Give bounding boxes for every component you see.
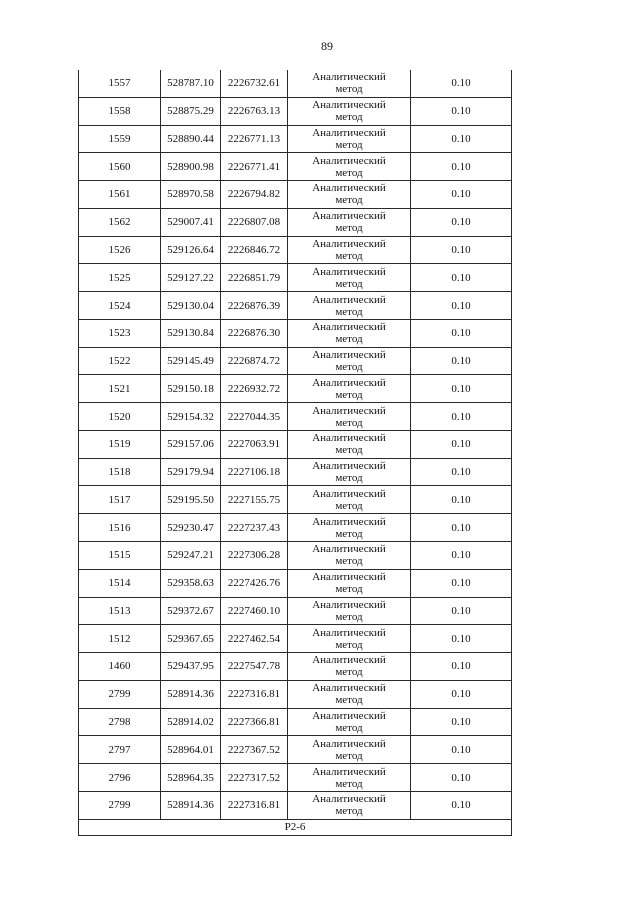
x-coordinate-cell: 529130.84 (161, 319, 221, 347)
method-line: метод (335, 805, 363, 818)
x-coordinate-cell: 529127.22 (161, 264, 221, 292)
table-row (79, 514, 512, 542)
x-coordinate-cell: 528890.44 (161, 125, 221, 153)
method-line: метод (335, 222, 363, 235)
x-coordinate-cell: 528914.36 (161, 680, 221, 708)
method-line: Аналитический (312, 126, 386, 139)
point-id-cell: 2799 (79, 680, 161, 708)
method-line: Аналитический (312, 154, 386, 167)
y-coordinate-cell: 2227460.10 (221, 597, 288, 625)
point-id-cell: 1526 (79, 236, 161, 264)
method-line: метод (335, 166, 363, 179)
accuracy-cell: 0.10 (411, 653, 512, 681)
method-line: Аналитический (312, 487, 386, 500)
table-row (79, 347, 512, 375)
method-cell (288, 458, 411, 486)
x-coordinate-cell: 529126.64 (161, 236, 221, 264)
point-id-cell: 1514 (79, 569, 161, 597)
y-coordinate-cell: 2227366.81 (221, 708, 288, 736)
method-line: Аналитический (312, 210, 386, 223)
y-coordinate-cell: 2226807.08 (221, 208, 288, 236)
method-cell (288, 625, 411, 653)
y-coordinate-cell: 2226874.72 (221, 347, 288, 375)
method-line: метод (335, 305, 363, 318)
accuracy-cell: 0.10 (411, 181, 512, 209)
method-line: метод (335, 721, 363, 734)
y-coordinate-cell: 2226771.41 (221, 153, 288, 181)
table-row (79, 653, 512, 681)
accuracy-cell: 0.10 (411, 791, 512, 819)
table-footer-row (79, 819, 512, 835)
table-row (79, 403, 512, 431)
accuracy-cell: 0.10 (411, 264, 512, 292)
y-coordinate-cell: 2227426.76 (221, 569, 288, 597)
x-coordinate-cell: 529157.06 (161, 430, 221, 458)
method-line: Аналитический (312, 237, 386, 250)
method-cell (288, 403, 411, 431)
table-row (79, 680, 512, 708)
y-coordinate-cell: 2227316.81 (221, 791, 288, 819)
table-row (79, 292, 512, 320)
method-line: метод (335, 249, 363, 262)
method-line: Аналитический (312, 737, 386, 750)
method-cell (288, 680, 411, 708)
table-row (79, 125, 512, 153)
x-coordinate-cell: 529150.18 (161, 375, 221, 403)
method-line: метод (335, 777, 363, 790)
method-cell (288, 597, 411, 625)
y-coordinate-cell: 2227044.35 (221, 403, 288, 431)
method-line: метод (335, 499, 363, 512)
accuracy-cell: 0.10 (411, 736, 512, 764)
method-line: Аналитический (312, 71, 386, 84)
accuracy-cell: 0.10 (411, 680, 512, 708)
y-coordinate-cell: 2227367.52 (221, 736, 288, 764)
table-row (79, 625, 512, 653)
table-row (79, 458, 512, 486)
method-cell (288, 764, 411, 792)
y-coordinate-cell: 2227462.54 (221, 625, 288, 653)
accuracy-cell: 0.10 (411, 375, 512, 403)
point-id-cell: 2796 (79, 764, 161, 792)
y-coordinate-cell: 2227547.78 (221, 653, 288, 681)
point-id-cell: 1521 (79, 375, 161, 403)
table-row (79, 736, 512, 764)
point-id-cell: 1516 (79, 514, 161, 542)
point-id-cell: 1520 (79, 403, 161, 431)
accuracy-cell: 0.10 (411, 153, 512, 181)
method-line: Аналитический (312, 99, 386, 112)
table-row (79, 208, 512, 236)
method-cell (288, 486, 411, 514)
method-cell (288, 236, 411, 264)
x-coordinate-cell: 528914.36 (161, 791, 221, 819)
method-cell (288, 430, 411, 458)
method-cell (288, 708, 411, 736)
method-line: Аналитический (312, 682, 386, 695)
table-row (79, 791, 512, 819)
point-id-cell: 1557 (79, 70, 161, 97)
point-id-cell: 1558 (79, 97, 161, 125)
point-id-cell: 1523 (79, 319, 161, 347)
method-line: Аналитический (312, 349, 386, 362)
table-row (79, 542, 512, 570)
point-id-cell: 2799 (79, 791, 161, 819)
point-id-cell: 1522 (79, 347, 161, 375)
method-cell (288, 569, 411, 597)
table-row (79, 708, 512, 736)
method-line: метод (335, 111, 363, 124)
x-coordinate-cell: 528964.01 (161, 736, 221, 764)
method-line: Аналитический (312, 182, 386, 195)
y-coordinate-cell: 2227155.75 (221, 486, 288, 514)
accuracy-cell: 0.10 (411, 97, 512, 125)
table-row (79, 319, 512, 347)
point-id-cell: 1524 (79, 292, 161, 320)
y-coordinate-cell: 2226846.72 (221, 236, 288, 264)
x-coordinate-cell: 528787.10 (161, 70, 221, 97)
point-id-cell: 2798 (79, 708, 161, 736)
method-cell (288, 542, 411, 570)
method-line: метод (335, 194, 363, 207)
method-line: метод (335, 83, 363, 96)
accuracy-cell: 0.10 (411, 764, 512, 792)
x-coordinate-cell: 529179.94 (161, 458, 221, 486)
y-coordinate-cell: 2226732.61 (221, 70, 288, 97)
accuracy-cell: 0.10 (411, 236, 512, 264)
method-cell (288, 153, 411, 181)
y-coordinate-cell: 2227237.43 (221, 514, 288, 542)
table-row (79, 264, 512, 292)
method-line: метод (335, 388, 363, 401)
method-line: метод (335, 583, 363, 596)
method-line: Аналитический (312, 709, 386, 722)
method-line: метод (335, 444, 363, 457)
x-coordinate-cell: 529372.67 (161, 597, 221, 625)
method-cell (288, 347, 411, 375)
y-coordinate-cell: 2226771.13 (221, 125, 288, 153)
y-coordinate-cell: 2226794.82 (221, 181, 288, 209)
accuracy-cell: 0.10 (411, 542, 512, 570)
method-cell (288, 181, 411, 209)
method-cell (288, 264, 411, 292)
accuracy-cell: 0.10 (411, 708, 512, 736)
point-id-cell: 1559 (79, 125, 161, 153)
table-row (79, 70, 512, 97)
point-id-cell: 1560 (79, 153, 161, 181)
point-id-cell: 1561 (79, 181, 161, 209)
point-id-cell: 2797 (79, 736, 161, 764)
accuracy-cell: 0.10 (411, 514, 512, 542)
method-line: Аналитический (312, 598, 386, 611)
y-coordinate-cell: 2226932.72 (221, 375, 288, 403)
y-coordinate-cell: 2227316.81 (221, 680, 288, 708)
method-line: Аналитический (312, 404, 386, 417)
accuracy-cell: 0.10 (411, 430, 512, 458)
table-row (79, 97, 512, 125)
method-line: метод (335, 361, 363, 374)
method-line: Аналитический (312, 460, 386, 473)
table-row (79, 181, 512, 209)
method-line: метод (335, 749, 363, 762)
accuracy-cell: 0.10 (411, 208, 512, 236)
method-cell (288, 125, 411, 153)
method-line: метод (335, 138, 363, 151)
method-cell (288, 319, 411, 347)
table-row (79, 375, 512, 403)
method-line: метод (335, 527, 363, 540)
x-coordinate-cell: 529154.32 (161, 403, 221, 431)
y-coordinate-cell: 2227306.28 (221, 542, 288, 570)
method-line: метод (335, 416, 363, 429)
table-body (79, 70, 512, 819)
method-line: Аналитический (312, 571, 386, 584)
method-cell (288, 208, 411, 236)
method-line: метод (335, 277, 363, 290)
method-line: метод (335, 610, 363, 623)
point-id-cell: 1460 (79, 653, 161, 681)
method-line: метод (335, 555, 363, 568)
method-line: метод (335, 666, 363, 679)
method-cell (288, 736, 411, 764)
y-coordinate-cell: 2226876.30 (221, 319, 288, 347)
x-coordinate-cell: 528900.98 (161, 153, 221, 181)
method-line: метод (335, 694, 363, 707)
point-id-cell: 1512 (79, 625, 161, 653)
table-row (79, 153, 512, 181)
method-line: Аналитический (312, 543, 386, 556)
table-row (79, 764, 512, 792)
table-row (79, 236, 512, 264)
table-row (79, 430, 512, 458)
x-coordinate-cell: 529130.04 (161, 292, 221, 320)
y-coordinate-cell: 2226763.13 (221, 97, 288, 125)
accuracy-cell: 0.10 (411, 403, 512, 431)
x-coordinate-cell: 529145.49 (161, 347, 221, 375)
table-row (79, 597, 512, 625)
point-id-cell: 1517 (79, 486, 161, 514)
accuracy-cell: 0.10 (411, 347, 512, 375)
point-id-cell: 1513 (79, 597, 161, 625)
method-line: Аналитический (312, 432, 386, 445)
y-coordinate-cell: 2227063.91 (221, 430, 288, 458)
page-number: 89 (321, 39, 333, 53)
method-cell (288, 514, 411, 542)
accuracy-cell: 0.10 (411, 319, 512, 347)
accuracy-cell: 0.10 (411, 486, 512, 514)
y-coordinate-cell: 2226851.79 (221, 264, 288, 292)
method-line: метод (335, 638, 363, 651)
x-coordinate-cell: 529358.63 (161, 569, 221, 597)
method-cell (288, 70, 411, 97)
x-coordinate-cell: 528875.29 (161, 97, 221, 125)
accuracy-cell: 0.10 (411, 292, 512, 320)
y-coordinate-cell: 2227317.52 (221, 764, 288, 792)
method-line: метод (335, 333, 363, 346)
method-line: метод (335, 472, 363, 485)
y-coordinate-cell: 2226876.39 (221, 292, 288, 320)
footer-label: Р2-6 (79, 819, 512, 835)
accuracy-cell: 0.10 (411, 625, 512, 653)
table-row (79, 486, 512, 514)
point-id-cell: 1525 (79, 264, 161, 292)
method-line: Аналитический (312, 626, 386, 639)
method-cell (288, 653, 411, 681)
method-line: Аналитический (312, 321, 386, 334)
method-line: Аналитический (312, 293, 386, 306)
method-line: Аналитический (312, 793, 386, 806)
point-id-cell: 1519 (79, 430, 161, 458)
method-line: Аналитический (312, 376, 386, 389)
method-cell (288, 791, 411, 819)
accuracy-cell: 0.10 (411, 458, 512, 486)
y-coordinate-cell: 2227106.18 (221, 458, 288, 486)
point-id-cell: 1518 (79, 458, 161, 486)
x-coordinate-cell: 529007.41 (161, 208, 221, 236)
accuracy-cell: 0.10 (411, 125, 512, 153)
point-id-cell: 1562 (79, 208, 161, 236)
x-coordinate-cell: 529247.21 (161, 542, 221, 570)
table-row (79, 569, 512, 597)
method-line: Аналитический (312, 265, 386, 278)
accuracy-cell: 0.10 (411, 569, 512, 597)
method-cell (288, 292, 411, 320)
x-coordinate-cell: 529195.50 (161, 486, 221, 514)
x-coordinate-cell: 528964.35 (161, 764, 221, 792)
point-id-cell: 1515 (79, 542, 161, 570)
x-coordinate-cell: 529437.95 (161, 653, 221, 681)
method-cell (288, 375, 411, 403)
coordinates-table (78, 70, 512, 836)
x-coordinate-cell: 529230.47 (161, 514, 221, 542)
x-coordinate-cell: 528914.02 (161, 708, 221, 736)
accuracy-cell: 0.10 (411, 597, 512, 625)
accuracy-cell: 0.10 (411, 70, 512, 97)
method-cell (288, 97, 411, 125)
x-coordinate-cell: 528970.58 (161, 181, 221, 209)
method-line: Аналитический (312, 654, 386, 667)
x-coordinate-cell: 529367.65 (161, 625, 221, 653)
method-line: Аналитический (312, 765, 386, 778)
method-line: Аналитический (312, 515, 386, 528)
